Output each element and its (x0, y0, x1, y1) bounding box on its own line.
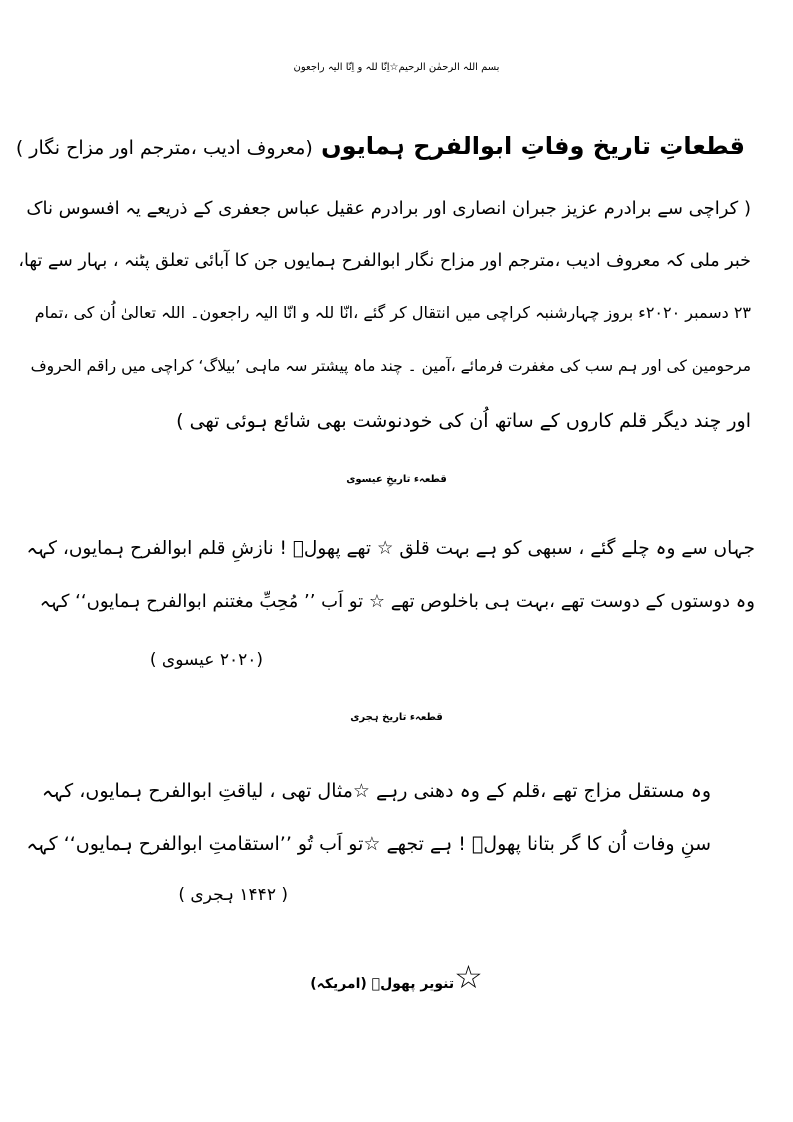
hijri-verse-1: وہ مستقل مزاج تھے ،قلم کے وہ دھنی رہے ☆مثال تھی ، لیاقتِ ابوالفرح ہمایوں، کہہ (41, 780, 711, 802)
page-title (16, 132, 745, 160)
hijri-year: ( ۱۴۴۲ ہجری ) (178, 885, 288, 905)
intro-line-3: ۲۳ دسمبر ۲۰۲۰ء بروز چہارشنبہ کراچی میں انتقال کر گئے ،انّا للہ و انّا الیہ راجعون۔ اللہ تعالیٰ اُن کی ،تمام (34, 303, 751, 322)
title-subtitle: (معروف ادیب ،مترجم اور مزاح نگار ) (15, 137, 313, 159)
intro-line-1: ( کراچی سے برادرم عزیز جبران انصاری اور برادرم عقیل عباس جعفری کے ذریعے یہ افسوس ناک (26, 198, 751, 219)
title-main: قطعاتِ تاریخ وفاتِ ابوالفرح ہمایوں (321, 132, 745, 160)
bismillah-line: بسم اللہ الرحمٰن الرحیم☆اِنّا للہ و اِنّا الیہ راجعون (293, 62, 500, 73)
intro-line-2: خبر ملی کہ معروف ادیب ،مترجم اور مزاح نگار ابوالفرح ہمایوں جن کا آبائی تعلق پٹنہ ، بہار سے تھا، (18, 251, 751, 271)
hijri-heading: قطعہء تاریخ ہجری (350, 712, 443, 723)
gregorian-verse-1: جہاں سے وہ چلے گئے ، سبھی کو ہے بہت قلق ☆ تھے پھولؔ ! نازشِ قلم ابوالفرح ہمایوں، کہہ (26, 538, 755, 559)
author-name: تنویر پھولؔ (371, 976, 455, 992)
gregorian-heading: قطعہء تاریخِ عیسوی (346, 474, 447, 485)
star-icon: ☆ (454, 958, 483, 996)
gregorian-verse-2: وہ دوستوں کے دوست تھے ،بہت ہی باخلوص تھے ☆ تو اَب ’’ مُحِبِّ مغتنم ابوالفرح ہمایوں‘‘ کہہ (39, 591, 755, 612)
signature (0, 958, 793, 996)
intro-line-4: مرحومین کی اور ہم سب کی مغفرت فرمائے ،آمین ۔ چند ماہ پیشتر سہ ماہی ’بیلاگ‘ کراچی میں راقم الحروف (30, 357, 751, 375)
intro-line-5: اور چند دیگر قلم کاروں کے ساتھ اُن کی خودنوشت بھی شائع ہوئی تھی ) (176, 410, 751, 432)
gregorian-year: (۲۰۲۰ عیسوی ) (149, 650, 263, 670)
hijri-verse-2: سنِ وفات اُن کا گر بتانا پھولؔ ! ہے تجھے ☆تو اَب تُو ’’استقامتِ ابوالفرح ہمایوں‘‘ کہہ (26, 833, 711, 855)
author-place: (امریکہ) (310, 976, 367, 992)
